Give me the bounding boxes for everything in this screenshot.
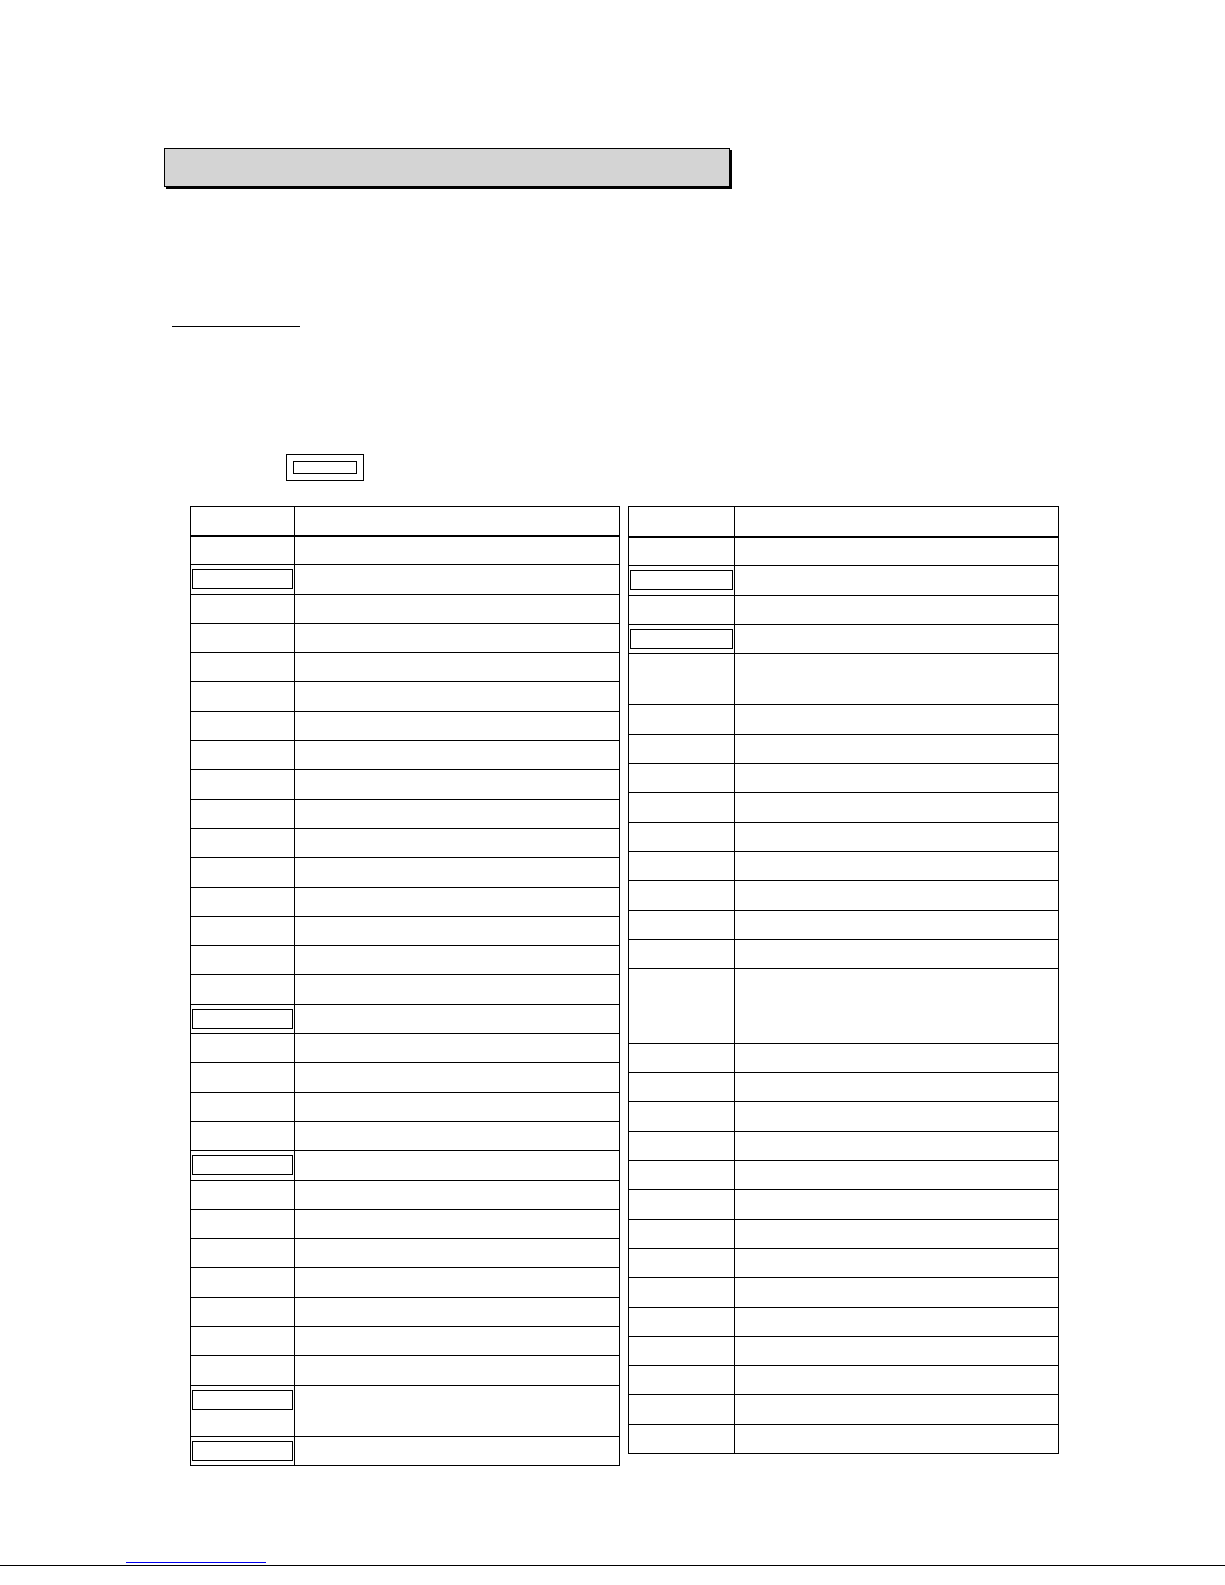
description-cell <box>295 858 620 887</box>
code-cell <box>629 1336 735 1365</box>
code-cell <box>629 734 735 763</box>
table-row <box>629 1248 1059 1277</box>
header-cell-code <box>629 507 735 537</box>
description-cell <box>735 1131 1059 1160</box>
code-cell <box>629 1043 735 1072</box>
table-row <box>629 1043 1059 1072</box>
description-cell <box>295 536 620 565</box>
code-cell <box>629 969 735 1044</box>
code-box <box>192 569 293 589</box>
table-row <box>629 1366 1059 1395</box>
code-cell <box>191 916 295 945</box>
description-cell <box>295 623 620 652</box>
code-cell <box>191 946 295 975</box>
table-row <box>191 623 620 652</box>
code-box <box>192 1155 293 1175</box>
table-row <box>191 946 620 975</box>
code-cell <box>629 910 735 939</box>
table-row <box>191 1121 620 1150</box>
code-cell <box>191 1121 295 1150</box>
code-table-left <box>190 506 620 1466</box>
table-row <box>629 881 1059 910</box>
code-box <box>630 629 733 649</box>
header-cell-code <box>191 507 295 536</box>
description-cell <box>735 654 1059 705</box>
table-row <box>629 1102 1059 1131</box>
code-cell <box>191 1268 295 1297</box>
table-row <box>191 770 620 799</box>
description-cell <box>295 711 620 740</box>
code-cell <box>191 1327 295 1356</box>
reference-box <box>286 454 364 481</box>
code-cell <box>629 1424 735 1453</box>
header-cell-description <box>735 507 1059 537</box>
description-cell <box>735 1307 1059 1336</box>
table-header-row <box>629 507 1059 537</box>
description-cell <box>735 705 1059 734</box>
code-cell <box>629 1278 735 1307</box>
description-cell <box>735 595 1059 624</box>
table-row <box>191 1436 620 1465</box>
code-cell <box>191 1063 295 1092</box>
description-cell <box>295 1063 620 1092</box>
code-cell <box>191 828 295 857</box>
table-row <box>191 1385 620 1436</box>
description-cell <box>735 793 1059 822</box>
code-cell <box>191 1092 295 1121</box>
table-row <box>191 1063 620 1092</box>
table-row <box>629 537 1059 566</box>
document-title-bar <box>164 148 730 187</box>
code-box <box>192 1390 293 1410</box>
code-cell <box>191 1151 295 1180</box>
code-box <box>630 570 733 590</box>
code-cell <box>191 711 295 740</box>
table-row <box>191 594 620 623</box>
table-row <box>629 764 1059 793</box>
code-cell <box>629 764 735 793</box>
code-cell <box>629 1131 735 1160</box>
description-cell <box>295 1151 620 1180</box>
description-cell <box>295 1239 620 1268</box>
description-cell <box>735 537 1059 566</box>
table-row <box>629 1424 1059 1453</box>
description-cell <box>295 1180 620 1209</box>
table-row <box>191 858 620 887</box>
table-row <box>629 1307 1059 1336</box>
code-cell <box>629 1307 735 1336</box>
table-row <box>629 1131 1059 1160</box>
table-row <box>629 1190 1059 1219</box>
code-cell <box>191 1385 295 1436</box>
table-row <box>629 939 1059 968</box>
description-cell <box>295 975 620 1004</box>
code-cell <box>629 537 735 566</box>
code-cell <box>629 1395 735 1424</box>
code-cell <box>191 741 295 770</box>
table-row <box>629 705 1059 734</box>
code-cell <box>191 1436 295 1465</box>
table-row <box>629 1219 1059 1248</box>
table-row <box>191 1004 620 1033</box>
table-row <box>191 682 620 711</box>
table-row <box>629 654 1059 705</box>
description-cell <box>295 741 620 770</box>
description-cell <box>295 682 620 711</box>
table-row <box>191 975 620 1004</box>
description-cell <box>735 1073 1059 1102</box>
reference-box-inner <box>293 461 357 474</box>
code-cell <box>629 851 735 880</box>
description-cell <box>295 1004 620 1033</box>
description-cell <box>735 1043 1059 1072</box>
description-cell <box>735 910 1059 939</box>
code-cell <box>191 653 295 682</box>
code-cell <box>629 1161 735 1190</box>
table-header-row <box>191 507 620 536</box>
table-row <box>629 1395 1059 1424</box>
table-row <box>629 734 1059 763</box>
description-cell <box>295 653 620 682</box>
description-cell <box>735 764 1059 793</box>
description-cell <box>735 1424 1059 1453</box>
footer-link[interactable] <box>126 1552 266 1563</box>
code-cell <box>629 654 735 705</box>
description-cell <box>295 1356 620 1385</box>
description-cell <box>295 594 620 623</box>
description-cell <box>735 851 1059 880</box>
table-row <box>191 1092 620 1121</box>
description-cell <box>295 916 620 945</box>
description-cell <box>295 565 620 594</box>
description-cell <box>735 939 1059 968</box>
code-cell <box>629 705 735 734</box>
table-row <box>629 1073 1059 1102</box>
description-cell <box>295 1092 620 1121</box>
code-cell <box>629 595 735 624</box>
description-cell <box>735 822 1059 851</box>
code-cell <box>629 881 735 910</box>
table-row <box>191 1297 620 1326</box>
table-row <box>629 624 1059 653</box>
table-row <box>629 793 1059 822</box>
table-row <box>191 653 620 682</box>
table-row <box>191 799 620 828</box>
description-cell <box>295 1297 620 1326</box>
table-row <box>191 741 620 770</box>
table-row <box>191 1151 620 1180</box>
section-heading <box>172 306 300 327</box>
description-cell <box>295 1034 620 1063</box>
description-cell <box>295 1385 620 1436</box>
code-box <box>192 1441 293 1461</box>
description-cell <box>295 1436 620 1465</box>
table-row <box>629 566 1059 595</box>
table-row <box>191 1239 620 1268</box>
code-cell <box>191 1209 295 1238</box>
description-cell <box>295 799 620 828</box>
table-row <box>191 1356 620 1385</box>
description-cell <box>735 881 1059 910</box>
description-cell <box>735 969 1059 1044</box>
description-cell <box>295 887 620 916</box>
code-cell <box>629 939 735 968</box>
code-cell <box>629 793 735 822</box>
code-cell <box>629 1190 735 1219</box>
table-row <box>191 711 620 740</box>
code-cell <box>191 1004 295 1033</box>
code-cell <box>191 1239 295 1268</box>
table-row <box>191 916 620 945</box>
table-row <box>629 1336 1059 1365</box>
code-cell <box>191 975 295 1004</box>
table-row <box>191 1327 620 1356</box>
code-cell <box>629 566 735 595</box>
code-cell <box>629 1102 735 1131</box>
code-table-right <box>628 506 1059 1454</box>
code-cell <box>629 1073 735 1102</box>
table-row <box>629 969 1059 1044</box>
code-cell <box>191 1356 295 1385</box>
table-row <box>191 1034 620 1063</box>
code-cell <box>629 1366 735 1395</box>
code-cell <box>191 887 295 916</box>
description-cell <box>735 1278 1059 1307</box>
description-cell <box>735 1336 1059 1365</box>
code-cell <box>629 624 735 653</box>
code-cell <box>191 594 295 623</box>
description-cell <box>295 1268 620 1297</box>
description-cell <box>735 1395 1059 1424</box>
description-cell <box>295 1209 620 1238</box>
code-cell <box>191 770 295 799</box>
code-cell <box>191 536 295 565</box>
description-cell <box>295 828 620 857</box>
table-row <box>191 1268 620 1297</box>
description-cell <box>295 946 620 975</box>
table-row <box>629 851 1059 880</box>
code-cell <box>191 565 295 594</box>
table-row <box>191 565 620 594</box>
description-cell <box>295 1327 620 1356</box>
code-cell <box>191 1180 295 1209</box>
description-cell <box>295 1121 620 1150</box>
code-cell <box>191 858 295 887</box>
code-cell <box>191 682 295 711</box>
code-cell <box>191 623 295 652</box>
description-cell <box>735 1190 1059 1219</box>
description-cell <box>295 770 620 799</box>
table-row <box>629 822 1059 851</box>
table-row <box>191 1209 620 1238</box>
header-cell-description <box>295 507 620 536</box>
description-cell <box>735 566 1059 595</box>
description-cell <box>735 1366 1059 1395</box>
code-cell <box>191 1297 295 1326</box>
code-cell <box>629 822 735 851</box>
code-cell <box>629 1248 735 1277</box>
table-row <box>191 887 620 916</box>
description-cell <box>735 734 1059 763</box>
table-row <box>629 910 1059 939</box>
code-cell <box>191 799 295 828</box>
description-cell <box>735 624 1059 653</box>
code-box <box>192 1009 293 1029</box>
table-row <box>629 1278 1059 1307</box>
table-row <box>191 536 620 565</box>
table-row <box>191 828 620 857</box>
description-cell <box>735 1102 1059 1131</box>
footer-divider <box>0 1565 1225 1566</box>
description-cell <box>735 1219 1059 1248</box>
table-row <box>629 595 1059 624</box>
description-cell <box>735 1161 1059 1190</box>
table-row <box>629 1161 1059 1190</box>
description-cell <box>735 1248 1059 1277</box>
code-cell <box>191 1034 295 1063</box>
table-row <box>191 1180 620 1209</box>
code-cell <box>629 1219 735 1248</box>
